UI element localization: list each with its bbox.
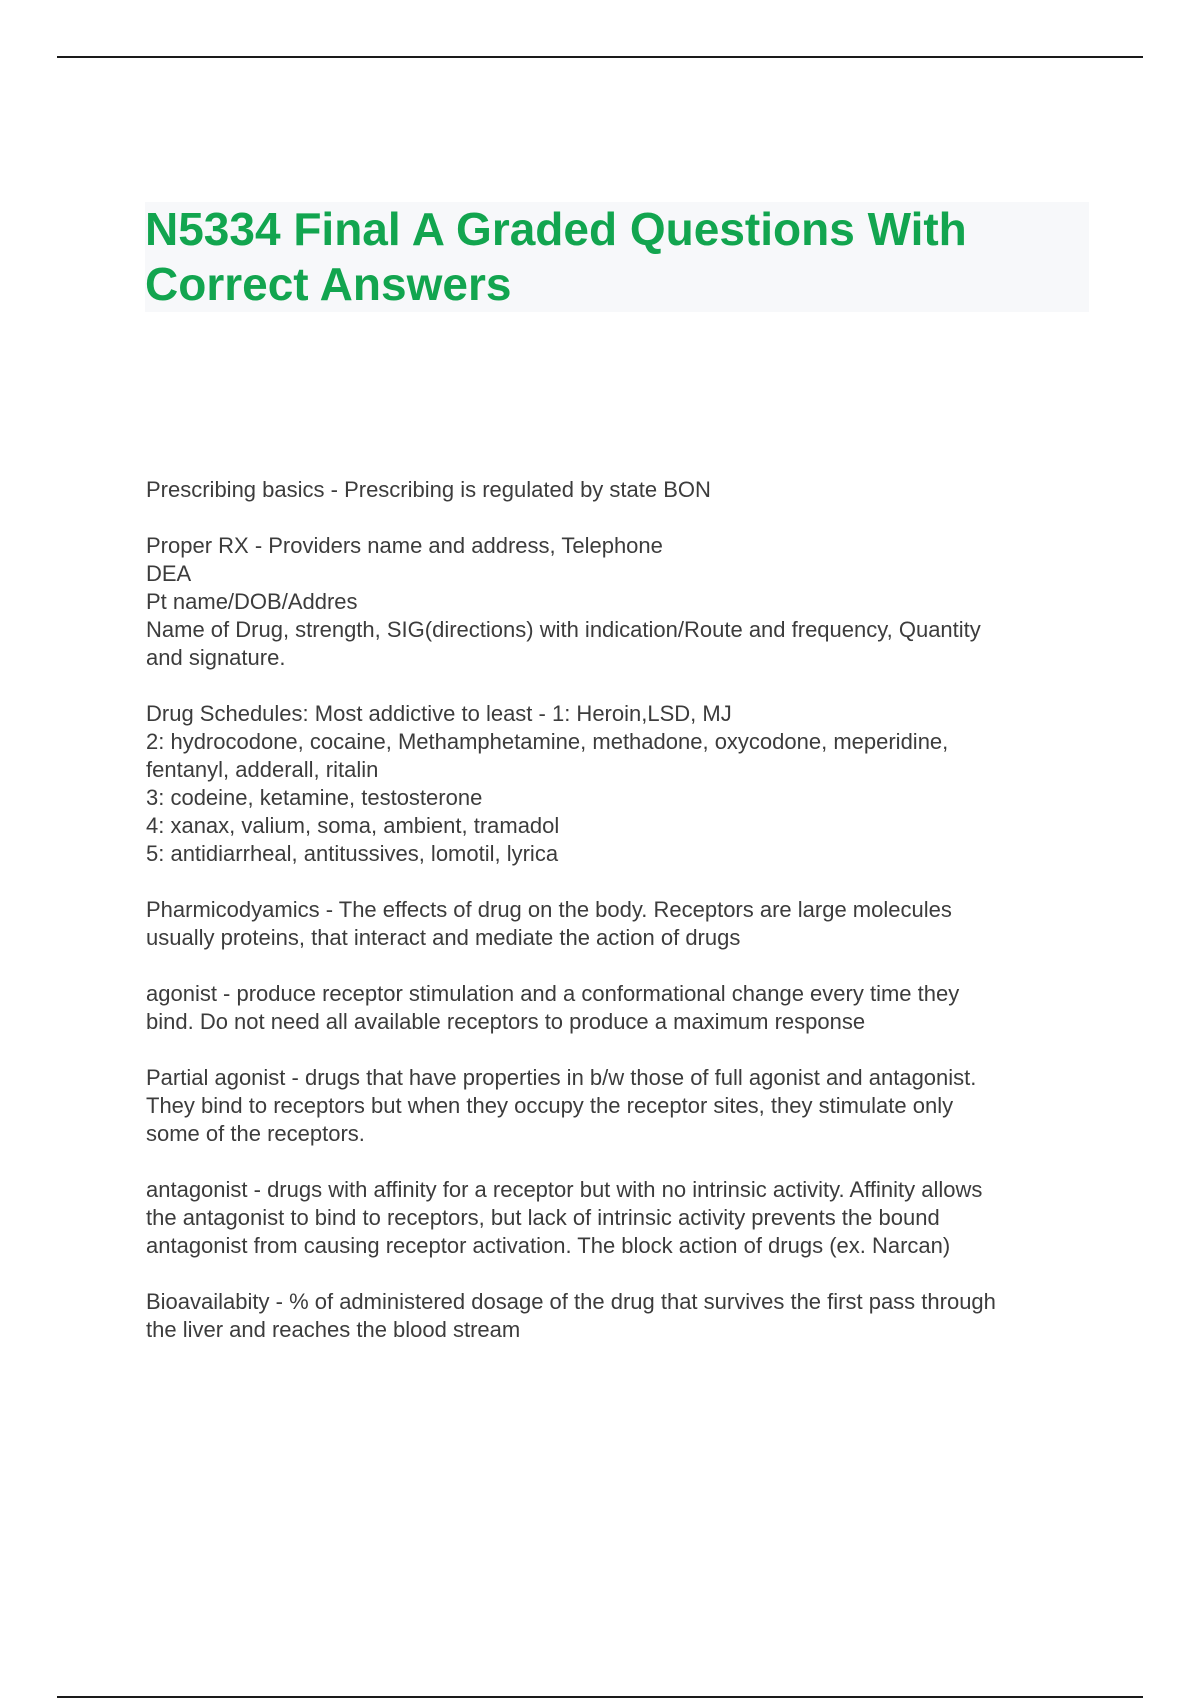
entry-proper-rx	[146, 532, 1096, 672]
entry-drug-schedules	[146, 700, 1096, 868]
text-line: 3: codeine, ketamine, testosterone	[146, 785, 483, 810]
text-line: bind. Do not need all available receptors to produce a maximum response	[146, 1009, 866, 1034]
entry-antagonist	[146, 1176, 1096, 1260]
text-line: 5: antidiarrheal, antitussives, lomotil, lyrica	[146, 841, 559, 866]
title-line: N5334 Final A Graded Questions With	[145, 203, 967, 255]
title-line: Correct Answers	[145, 258, 512, 310]
text-line: Name of Drug, strength, SIG(directions) with indication/Route and frequency, Quantity	[146, 617, 981, 642]
bottom-rule	[57, 1696, 1143, 1698]
text-line: DEA	[146, 561, 192, 586]
text-line: Partial agonist - drugs that have properties in b/w those of full agonist and antagonist.	[146, 1065, 977, 1090]
text-line: Drug Schedules: Most addictive to least - 1: Heroin,LSD, MJ	[146, 701, 732, 726]
text-line: and signature.	[146, 645, 286, 670]
text-line: Pharmicodyamics - The effects of drug on the body. Receptors are large molecules	[146, 897, 952, 922]
title-banner	[145, 202, 1089, 312]
entry-partial-agonist	[146, 1064, 1096, 1148]
text-line: Proper RX - Providers name and address, Telephone	[146, 533, 663, 558]
text-line: fentanyl, adderall, ritalin	[146, 757, 379, 782]
text-line: 2: hydrocodone, cocaine, Methamphetamine, methadone, oxycodone, meperidine,	[146, 729, 949, 754]
text-line: 4: xanax, valium, soma, ambient, tramadol	[146, 813, 560, 838]
text-line: usually proteins, that interact and mediate the action of drugs	[146, 925, 741, 950]
text-line: Prescribing basics - Prescribing is regulated by state BON	[146, 477, 711, 502]
text-line: the liver and reaches the blood stream	[146, 1317, 521, 1342]
document-body	[146, 476, 1096, 1372]
text-line: antagonist from causing receptor activation. The block action of drugs (ex. Narcan)	[146, 1233, 951, 1258]
entry-prescribing-basics	[146, 476, 1096, 504]
text-line: Pt name/DOB/Addres	[146, 589, 358, 614]
page-title	[145, 202, 967, 312]
top-rule	[57, 56, 1143, 58]
entry-pharmacodynamics	[146, 896, 1096, 952]
text-line: They bind to receptors but when they occupy the receptor sites, they stimulate only	[146, 1093, 954, 1118]
entry-bioavailability	[146, 1288, 1096, 1344]
text-line: some of the receptors.	[146, 1121, 365, 1146]
entry-agonist	[146, 980, 1096, 1036]
text-line: Bioavailabity - % of administered dosage of the drug that survives the first pass through	[146, 1289, 996, 1314]
text-line: the antagonist to bind to receptors, but lack of intrinsic activity prevents the bound	[146, 1205, 940, 1230]
text-line: antagonist - drugs with affinity for a receptor but with no intrinsic activity. Affinity allows	[146, 1177, 983, 1202]
text-line: agonist - produce receptor stimulation and a conformational change every time they	[146, 981, 960, 1006]
